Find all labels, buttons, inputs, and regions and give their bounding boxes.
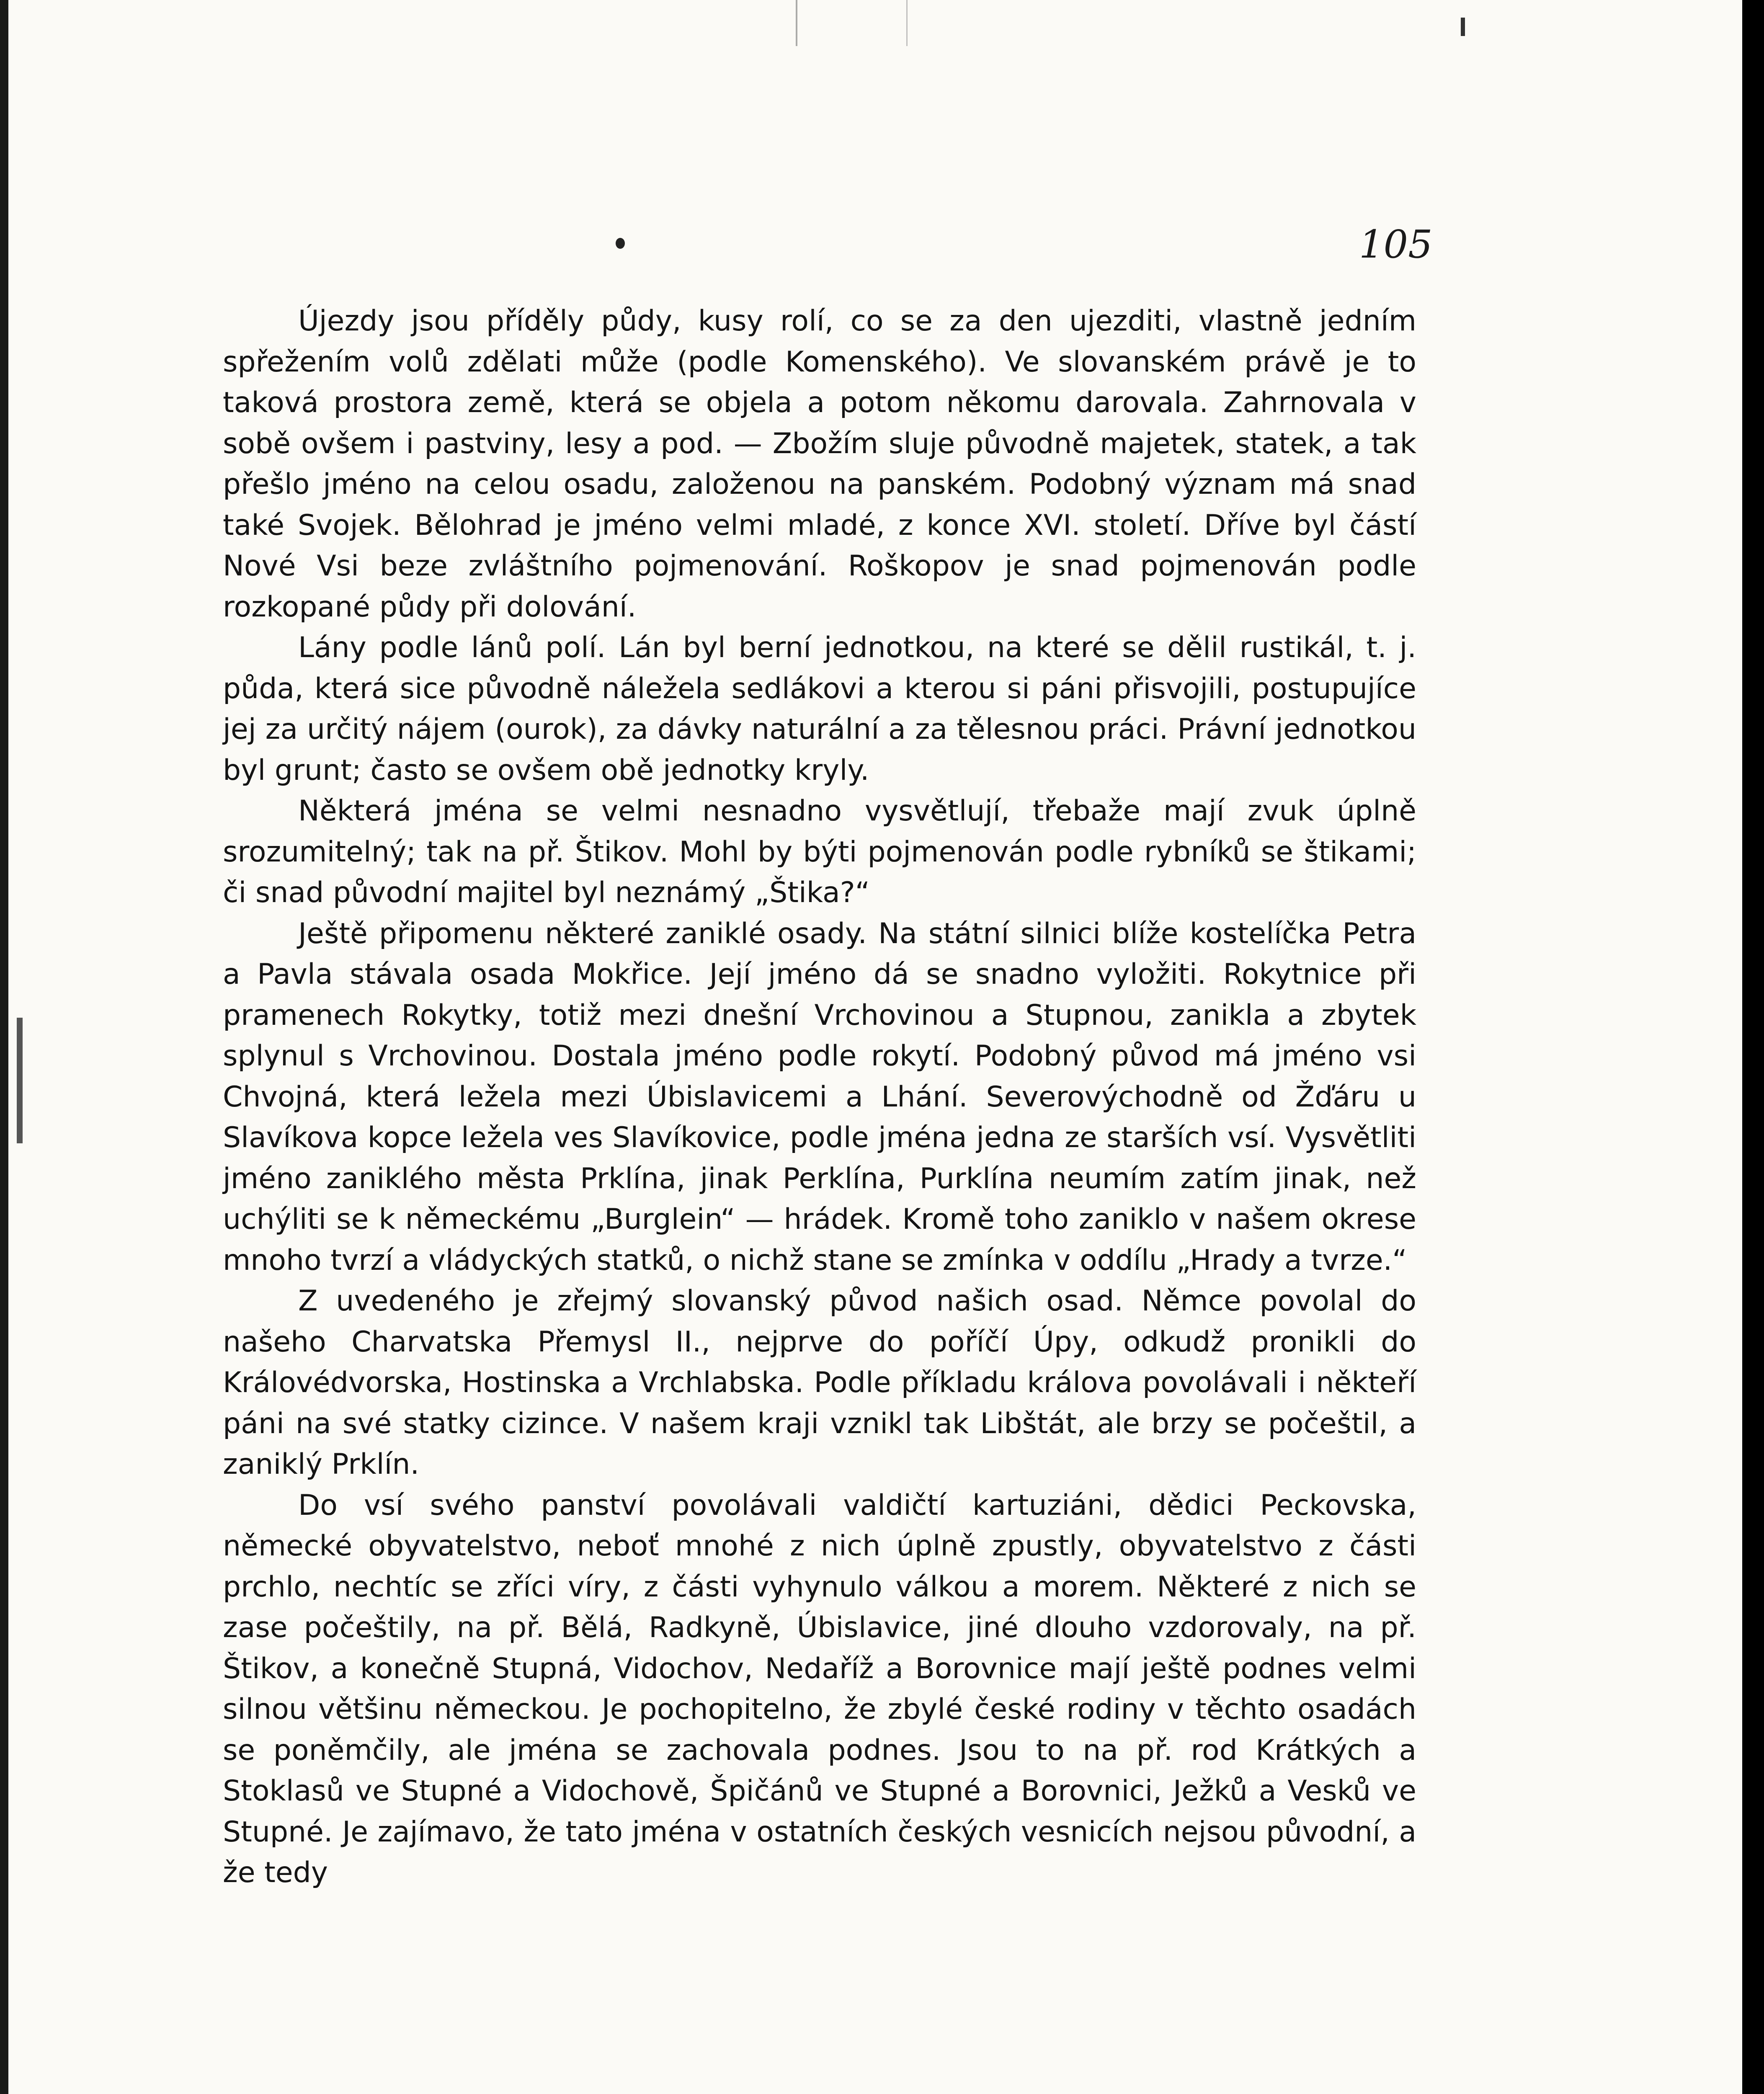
paragraph-zanikle-osady: Ještě připomenu některé zaniklé osady. Na státní silnici blíže kostelíčka Petra a Pavla stávala osada Mokřice. Její jméno dá se snadno vyložiti. Rokytnice při pramenech Rokytky, totiž mezi dnešní Vrchovinou a Stupnou, zanikla a zbytek splynul s Vrchovinou. Dostala jméno podle rokytí. Podobný původ má jméno vsi Chvojná, která ležela mezi Úbislavicemi a Lhání. Severovýchodně od Žďáru u Slavíkova kopce ležela ves Slavíkovice, podle jména jedna ze starších vsí. Vysvětliti jméno zaniklého města Prklína, jinak Perklína, Purklína neumím zatím jinak, než uchýliti se k německému „Burglein“ — hrádek. Kromě toho zaniklo v našem okrese mnoho tvrzí a vládyckých statků, o nichž stane se zmínka v oddílu „Hrady a tvrze.“ xyxy=(223,917,1416,1277)
paragraph-lany: Lány podle lánů polí. Lán byl berní jednotkou, na které se dělil rustikál, t. j. půda, která sice původně náležela sedlákovi a kterou si páni přisvojili, postupujíce jej za určitý nájem (ourok), za dávky naturální a za tělesnou práci. Právní jednotkou byl grunt; často se ovšem obě jednotky kryly. xyxy=(223,631,1416,787)
book-page xyxy=(8,0,1742,2094)
paragraph-slovansky-puvod: Z uvedeného je zřejmý slovanský původ našich osad. Němce povolal do našeho Charvatska Přemysl II., nejprve do poříčí Úpy, odkudž pronikli do Královédvorska, Hostinska a Vrchlabska. Podle příkladu králova povolávali i někteří páni na své statky cizince. V našem kraji vznikl tak Libštát, ale brzy se počeštil, a zaniklý Prklín. xyxy=(223,1284,1416,1481)
top-scan-mark xyxy=(796,0,908,46)
paragraph-nektera-jmena: Některá jména se velmi nesnadno vysvětlují, třebaže mají zvuk úplně srozumitelný; tak na př. Štikov. Mohl by býti pojmenován podle rybníků se štikami; či snad původní majitel byl neznámý „Štika?“ xyxy=(223,794,1416,909)
page-number: 105 xyxy=(1359,222,1433,267)
paragraph-ujezdy: Újezdy jsou příděly půdy, kusy rolí, co se za den ujezditi, vlastně jedním spřežením volů zdělati může (podle Komenského). Ve slovanském právě je to taková prostora země, která se objela a potom někomu darovala. Zahrnovala v sobě ovšem i pastviny, lesy a pod. — Zbožím sluje původně majetek, statek, a tak přešlo jméno na celou osadu, založenou na panském. Podobný význam má snad také Svojek. Bělohrad je jméno velmi mladé, z konce XVI. století. Dříve byl částí Nové Vsi beze zvláštního pojmenování. Roškopov je snad pojmenován podle rozkopané půdy při dolování. xyxy=(223,304,1416,624)
corner-mark xyxy=(1461,18,1465,36)
body-text xyxy=(223,301,1416,1893)
header-dot xyxy=(616,238,625,249)
paragraph-kartuziani: Do vsí svého panství povolávali valdičtí kartuziáni, dědici Peckovska, německé obyvatelstvo, neboť mnohé z nich úplně zpustly, obyvatelstvo z části prchlo, nechtíc se zříci víry, z části vyhynulo válkou a morem. Některé z nich se zase počeštily, na př. Bělá, Radkyně, Úbislavice, jiné dlouho vzdorovaly, na př. Štikov, a konečně Stupná, Vidochov, Nedaříž a Borovnice mají ještě podnes velmi silnou většinu německou. Je pochopitelno, že zbylé české rodiny v těchto osadách se poněmčily, ale jména se zachovala podnes. Jsou to na př. rod Krátkých a Stoklasů ve Stupné a Vidochově, Špičánů ve Stupné a Borovnici, Ježků a Vesků ve Stupné. Je zajímavo, že tato jména v ostatních českých vesnicích nejsou původní, a že tedy xyxy=(223,1488,1416,1889)
binding-mark xyxy=(17,1018,23,1143)
